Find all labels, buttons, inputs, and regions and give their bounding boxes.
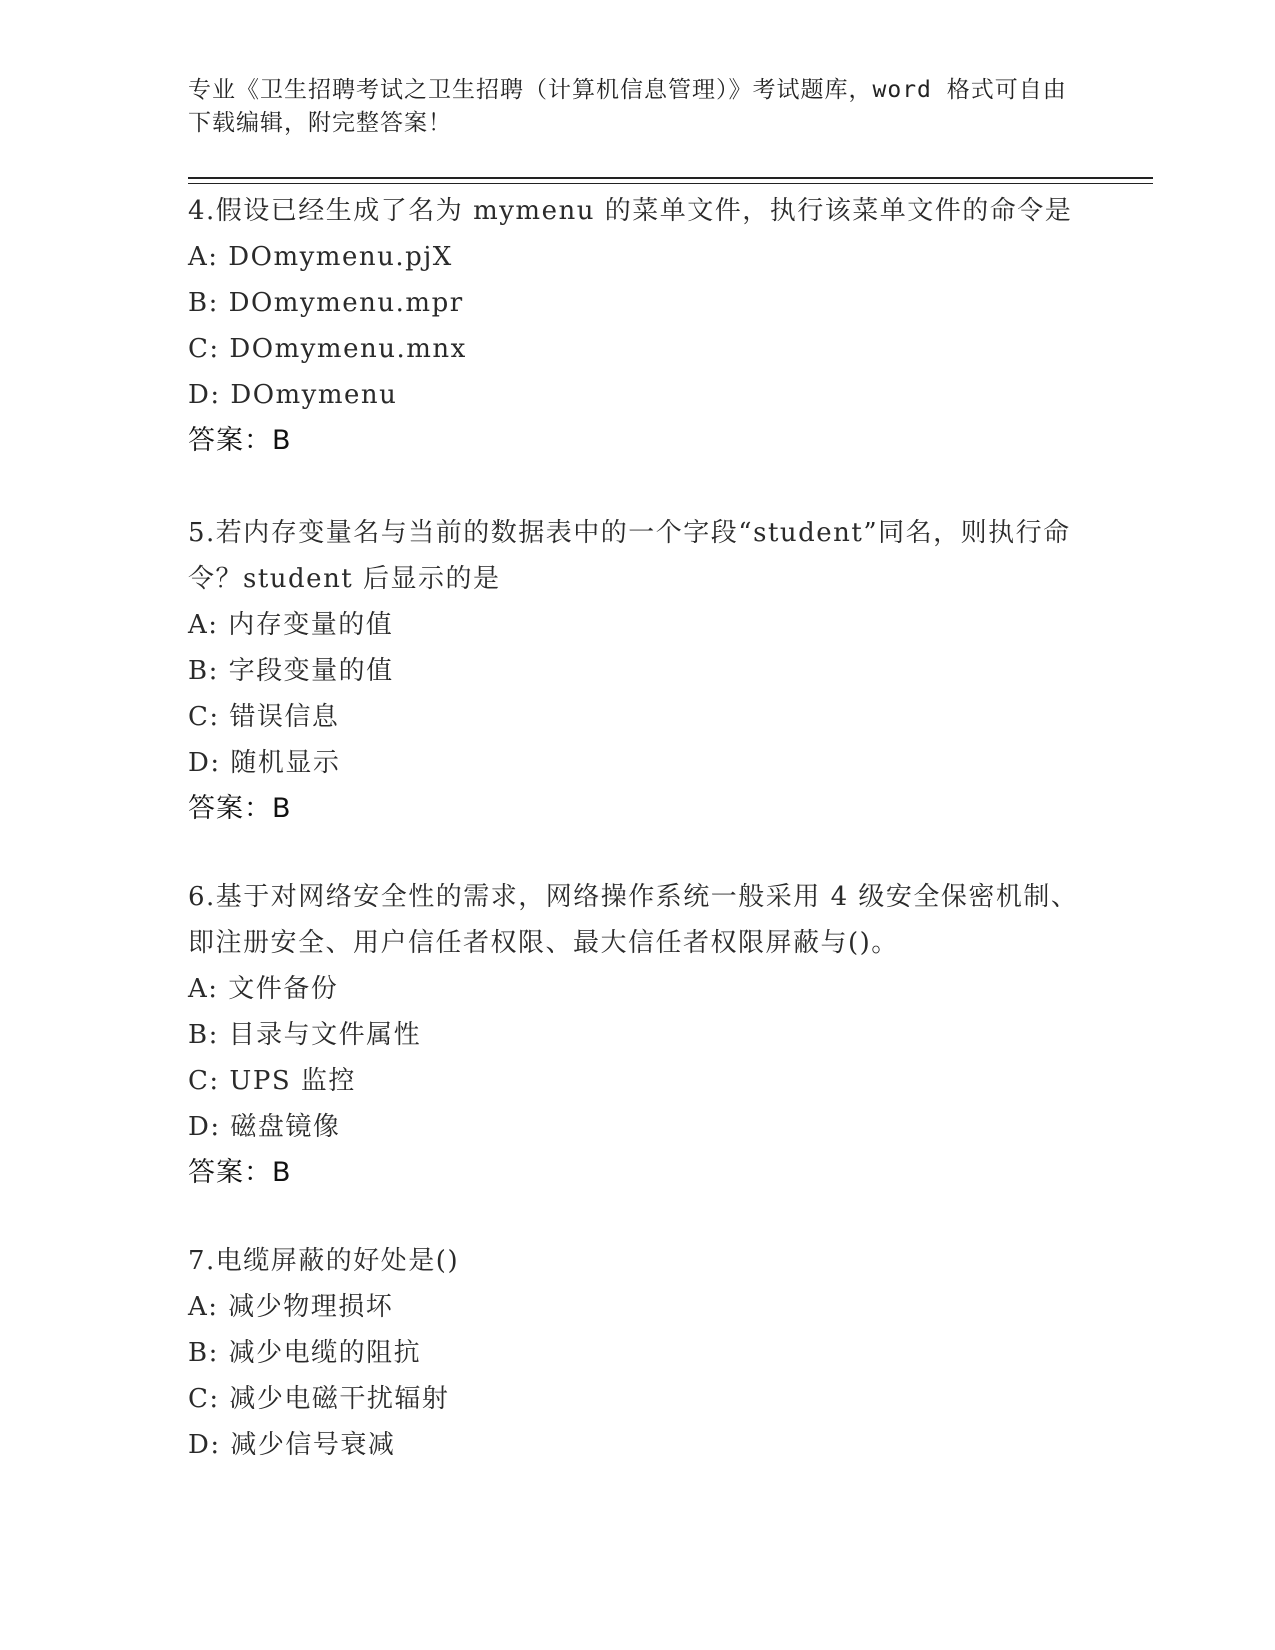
question-5: [188, 510, 1088, 832]
option-a: A: 文件备份: [188, 974, 339, 1004]
question-7: [188, 1238, 1088, 1468]
option-b: B: DOmymenu.mpr: [188, 288, 464, 318]
option-c: C: 错误信息: [188, 702, 340, 732]
answer: 答案：B: [188, 1157, 292, 1188]
answer: 答案：B: [188, 425, 292, 456]
header-divider-thin: [188, 183, 1153, 184]
question-stem: 6.基于对网络安全性的需求，网络操作系统一般采用 4 级安全保密机制、即注册安全、用户信任者权限、最大信任者权限屏蔽与()。: [188, 882, 1079, 958]
option-a: A: DOmymenu.pjX: [188, 242, 453, 272]
question-6: [188, 874, 1088, 1196]
option-a: A: 内存变量的值: [188, 610, 394, 640]
option-b: B: 减少电缆的阻抗: [188, 1338, 422, 1368]
document-intro: 专业《卫生招聘考试之卫生招聘（计算机信息管理）》考试题库，word 格式可自由下载编辑，附完整答案！: [188, 77, 1067, 136]
question-4: [188, 188, 1088, 464]
option-d: D: DOmymenu: [188, 380, 398, 410]
option-c: C: UPS 监控: [188, 1066, 356, 1096]
question-stem: 5.若内存变量名与当前的数据表中的一个字段“student”同名，则执行命令？student 后显示的是: [188, 518, 1071, 594]
question-stem: 4.假设已经生成了名为 mymenu 的菜单文件，执行该菜单文件的命令是: [188, 196, 1073, 226]
option-d: D: 减少信号衰减: [188, 1430, 396, 1460]
header-divider-thick: [188, 177, 1153, 179]
option-d: D: 磁盘镜像: [188, 1112, 341, 1142]
option-b: B: 字段变量的值: [188, 656, 394, 686]
question-stem: 7.电缆屏蔽的好处是(): [188, 1246, 460, 1276]
option-b: B: 目录与文件属性: [188, 1020, 422, 1050]
answer: 答案：B: [188, 793, 292, 824]
option-c: C: DOmymenu.mnx: [188, 334, 467, 364]
option-a: A: 减少物理损坏: [188, 1292, 394, 1322]
option-d: D: 随机显示: [188, 748, 341, 778]
option-c: C: 减少电磁干扰辐射: [188, 1384, 450, 1414]
